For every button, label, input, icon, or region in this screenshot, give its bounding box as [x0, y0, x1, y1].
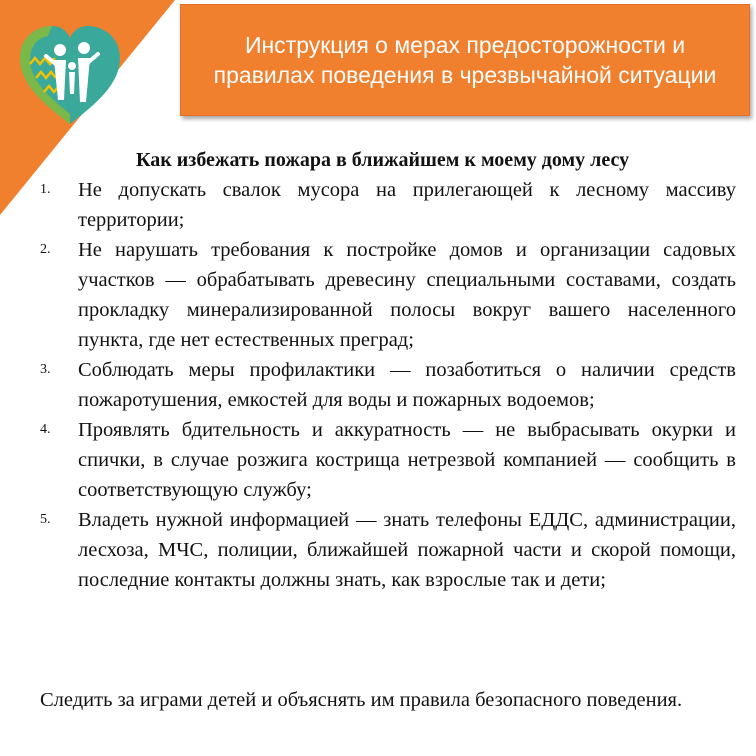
page-title: Инструкция о мерах предосторожности и правилах поведения в чрезвычайной ситуации	[180, 4, 750, 116]
list-item-text: Проявлять бдительность и аккуратность — не выбрасывать окурки и спички, в случае розжига кострища нетрезвой компанией — сообщить в соответствующую службу;	[78, 419, 736, 501]
list-item-number: 5.	[40, 512, 51, 527]
list-item	[40, 505, 736, 595]
list-item-number: 1.	[40, 182, 51, 197]
list-item-text: Соблюдать меры профилактики — позаботиться о наличии средств пожаротушения, емкостей для воды и пожарных водоемов;	[78, 359, 736, 411]
section-heading: Как избежать пожара в ближайшем к моему дому лесу	[136, 149, 630, 171]
list-item	[40, 175, 736, 235]
closing-paragraph: Следить за играми детей и объяснять им правила безопасного поведения.	[40, 689, 683, 711]
list-item-number: 2.	[40, 242, 51, 257]
list-item-text: Владеть нужной информацией — знать телефоны ЕДДС, администрации, лесхоза, МЧС, полиции, ближайшей пожарной части и скорой помощи, последние контакты должны знать, как взрослые так и дети;	[78, 509, 736, 591]
list-item-text: Не допускать свалок мусора на прилегающей к лесному массиву территории;	[78, 179, 736, 231]
list-item	[40, 235, 736, 355]
precautions-list	[40, 175, 736, 595]
list-item	[40, 355, 736, 415]
list-item-text: Не нарушать требования к постройке домов и организации садовых участков — обрабатывать древесину специальными составами, создать прокладку минерализированной полосы вокруг вашего населенного пункта, где нет естественных преград;	[78, 239, 736, 351]
heart-family-logo-icon	[14, 20, 126, 132]
list-item-number: 3.	[40, 362, 51, 377]
list-item	[40, 415, 736, 505]
list-item-number: 4.	[40, 422, 51, 437]
